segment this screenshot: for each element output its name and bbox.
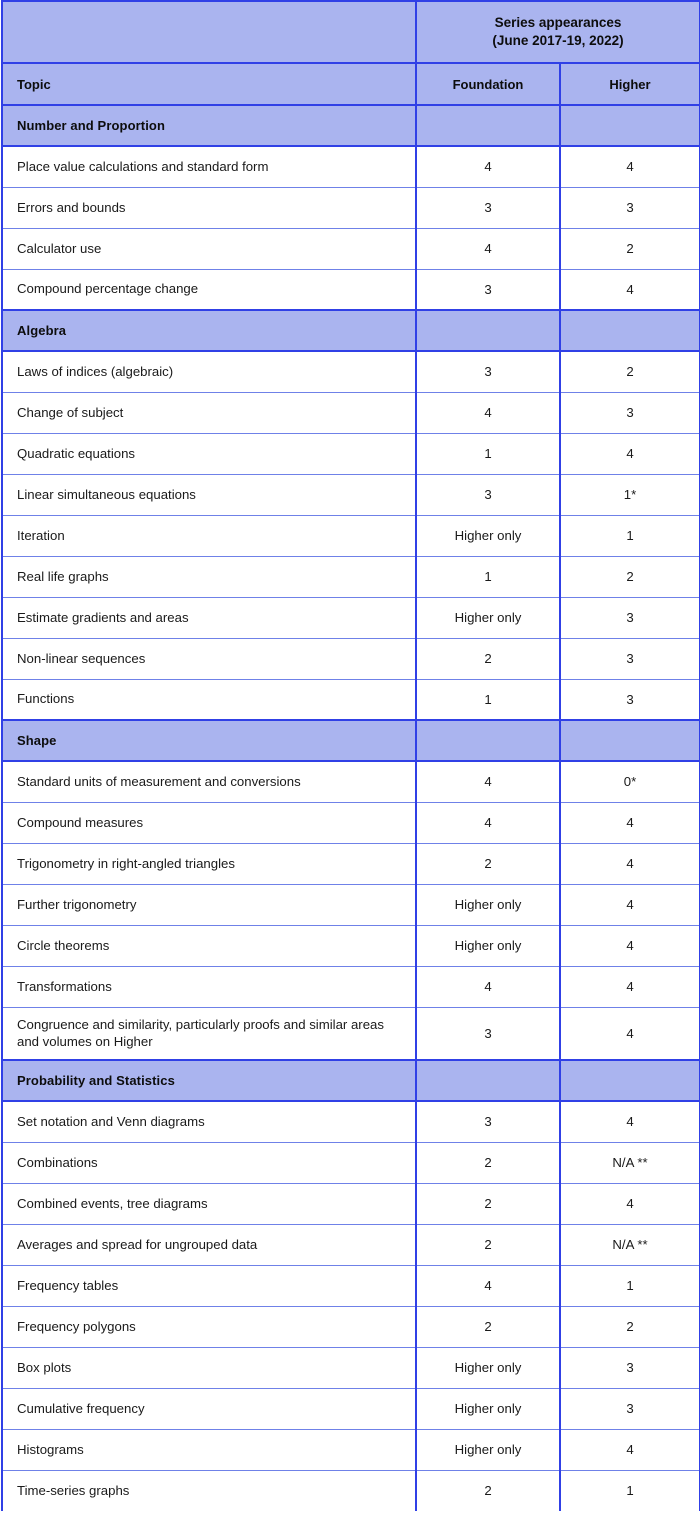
section-higher-cell	[560, 720, 700, 761]
topic-cell: Standard units of measurement and conversions	[2, 761, 416, 802]
topic-cell: Frequency polygons	[2, 1306, 416, 1347]
topic-cell: Averages and spread for ungrouped data	[2, 1224, 416, 1265]
foundation-value-cell: 4	[416, 1265, 560, 1306]
foundation-value-cell: 1	[416, 679, 560, 720]
foundation-value-cell: Higher only	[416, 1429, 560, 1470]
table-header-row-group-title	[2, 1, 700, 63]
higher-value-cell: 4	[560, 1429, 700, 1470]
foundation-value-cell: 2	[416, 1470, 560, 1511]
foundation-value-cell: 2	[416, 1142, 560, 1183]
section-title: Number and Proportion	[2, 105, 416, 146]
table-row	[2, 433, 700, 474]
table-row	[2, 1265, 700, 1306]
higher-value-cell: 4	[560, 1101, 700, 1142]
topic-cell: Cumulative frequency	[2, 1388, 416, 1429]
higher-value-cell: 3	[560, 638, 700, 679]
higher-value-cell: 2	[560, 351, 700, 392]
higher-value-cell: 1*	[560, 474, 700, 515]
column-header-foundation: Foundation	[416, 63, 560, 105]
section-foundation-cell	[416, 310, 560, 351]
topic-cell: Estimate gradients and areas	[2, 597, 416, 638]
foundation-value-cell: 3	[416, 474, 560, 515]
table-header-row-columns	[2, 63, 700, 105]
table-row	[2, 1470, 700, 1511]
table-row	[2, 556, 700, 597]
section-higher-cell	[560, 105, 700, 146]
foundation-value-cell: 3	[416, 351, 560, 392]
table-row	[2, 269, 700, 310]
topic-cell: Place value calculations and standard form	[2, 146, 416, 187]
series-appearances-table	[1, 0, 700, 1511]
higher-value-cell: 4	[560, 433, 700, 474]
higher-value-cell: 4	[560, 884, 700, 925]
higher-value-cell: 2	[560, 228, 700, 269]
table-row	[2, 1224, 700, 1265]
table-row	[2, 1429, 700, 1470]
topic-cell: Transformations	[2, 966, 416, 1007]
topic-cell: Set notation and Venn diagrams	[2, 1101, 416, 1142]
table-row	[2, 187, 700, 228]
topic-cell: Time-series graphs	[2, 1470, 416, 1511]
table-row	[2, 1183, 700, 1224]
topic-cell: Functions	[2, 679, 416, 720]
header-series-line2: (June 2017-19, 2022)	[492, 33, 624, 48]
foundation-value-cell: 4	[416, 392, 560, 433]
section-higher-cell	[560, 1060, 700, 1101]
topic-cell: Frequency tables	[2, 1265, 416, 1306]
table-row	[2, 515, 700, 556]
table-row	[2, 474, 700, 515]
table-row	[2, 761, 700, 802]
higher-value-cell: 4	[560, 1183, 700, 1224]
section-title: Probability and Statistics	[2, 1060, 416, 1101]
table-row	[2, 1347, 700, 1388]
foundation-value-cell: 4	[416, 761, 560, 802]
table-row	[2, 1101, 700, 1142]
higher-value-cell: 4	[560, 843, 700, 884]
topic-cell: Errors and bounds	[2, 187, 416, 228]
foundation-value-cell: 2	[416, 638, 560, 679]
foundation-value-cell: 4	[416, 802, 560, 843]
higher-value-cell: 3	[560, 392, 700, 433]
higher-value-cell: 4	[560, 269, 700, 310]
topic-cell: Compound measures	[2, 802, 416, 843]
column-header-higher: Higher	[560, 63, 700, 105]
table-row	[2, 392, 700, 433]
foundation-value-cell: 2	[416, 1306, 560, 1347]
topic-cell: Quadratic equations	[2, 433, 416, 474]
table-row	[2, 884, 700, 925]
section-header-row	[2, 1060, 700, 1101]
topic-cell: Calculator use	[2, 228, 416, 269]
foundation-value-cell: 3	[416, 187, 560, 228]
foundation-value-cell: Higher only	[416, 925, 560, 966]
foundation-value-cell: Higher only	[416, 1388, 560, 1429]
topic-cell: Non-linear sequences	[2, 638, 416, 679]
topic-cell: Laws of indices (algebraic)	[2, 351, 416, 392]
topic-cell: Histograms	[2, 1429, 416, 1470]
higher-value-cell: 4	[560, 802, 700, 843]
table-row	[2, 843, 700, 884]
foundation-value-cell: 4	[416, 966, 560, 1007]
higher-value-cell: 3	[560, 597, 700, 638]
table-row	[2, 146, 700, 187]
table-row	[2, 966, 700, 1007]
table-row	[2, 1388, 700, 1429]
higher-value-cell: 3	[560, 1347, 700, 1388]
foundation-value-cell: 2	[416, 1183, 560, 1224]
section-title: Shape	[2, 720, 416, 761]
foundation-value-cell: Higher only	[416, 1347, 560, 1388]
foundation-value-cell: 4	[416, 228, 560, 269]
table-row	[2, 228, 700, 269]
higher-value-cell: 1	[560, 1470, 700, 1511]
foundation-value-cell: 3	[416, 1101, 560, 1142]
section-title: Algebra	[2, 310, 416, 351]
foundation-value-cell: Higher only	[416, 597, 560, 638]
topic-cell: Circle theorems	[2, 925, 416, 966]
topic-cell: Change of subject	[2, 392, 416, 433]
table-row	[2, 1007, 700, 1060]
higher-value-cell: 4	[560, 966, 700, 1007]
header-series-appearances	[416, 1, 700, 63]
table-row	[2, 1142, 700, 1183]
section-header-row	[2, 720, 700, 761]
table-row	[2, 679, 700, 720]
header-blank-cell	[2, 1, 416, 63]
table-row	[2, 1306, 700, 1347]
topic-cell: Linear simultaneous equations	[2, 474, 416, 515]
higher-value-cell: 4	[560, 1007, 700, 1060]
foundation-value-cell: 3	[416, 1007, 560, 1060]
foundation-value-cell: Higher only	[416, 884, 560, 925]
higher-value-cell: 1	[560, 515, 700, 556]
higher-value-cell: 4	[560, 925, 700, 966]
column-header-topic: Topic	[2, 63, 416, 105]
header-series-line1: Series appearances	[494, 15, 622, 31]
higher-value-cell: 4	[560, 146, 700, 187]
higher-value-cell: 3	[560, 679, 700, 720]
topic-cell: Combined events, tree diagrams	[2, 1183, 416, 1224]
table-row	[2, 638, 700, 679]
higher-value-cell: N/A **	[560, 1142, 700, 1183]
section-header-row	[2, 310, 700, 351]
higher-value-cell: 3	[560, 1388, 700, 1429]
table-body	[2, 105, 700, 1511]
table-row	[2, 802, 700, 843]
section-higher-cell	[560, 310, 700, 351]
foundation-value-cell: Higher only	[416, 515, 560, 556]
section-header-row	[2, 105, 700, 146]
table-row	[2, 597, 700, 638]
foundation-value-cell: 3	[416, 269, 560, 310]
section-foundation-cell	[416, 105, 560, 146]
table-header	[2, 1, 700, 105]
foundation-value-cell: 2	[416, 843, 560, 884]
higher-value-cell: 1	[560, 1265, 700, 1306]
higher-value-cell: 0*	[560, 761, 700, 802]
topic-cell: Compound percentage change	[2, 269, 416, 310]
table-row	[2, 925, 700, 966]
foundation-value-cell: 1	[416, 433, 560, 474]
table-row	[2, 351, 700, 392]
higher-value-cell: 3	[560, 187, 700, 228]
topic-cell: Combinations	[2, 1142, 416, 1183]
higher-value-cell: 2	[560, 556, 700, 597]
topic-cell: Real life graphs	[2, 556, 416, 597]
higher-value-cell: N/A **	[560, 1224, 700, 1265]
topic-cell: Congruence and similarity, particularly proofs and similar areas and volumes on Higher	[2, 1007, 416, 1060]
section-foundation-cell	[416, 1060, 560, 1101]
section-foundation-cell	[416, 720, 560, 761]
foundation-value-cell: 2	[416, 1224, 560, 1265]
foundation-value-cell: 1	[416, 556, 560, 597]
foundation-value-cell: 4	[416, 146, 560, 187]
topic-cell: Iteration	[2, 515, 416, 556]
higher-value-cell: 2	[560, 1306, 700, 1347]
topic-cell: Further trigonometry	[2, 884, 416, 925]
topic-cell: Trigonometry in right-angled triangles	[2, 843, 416, 884]
topic-cell: Box plots	[2, 1347, 416, 1388]
